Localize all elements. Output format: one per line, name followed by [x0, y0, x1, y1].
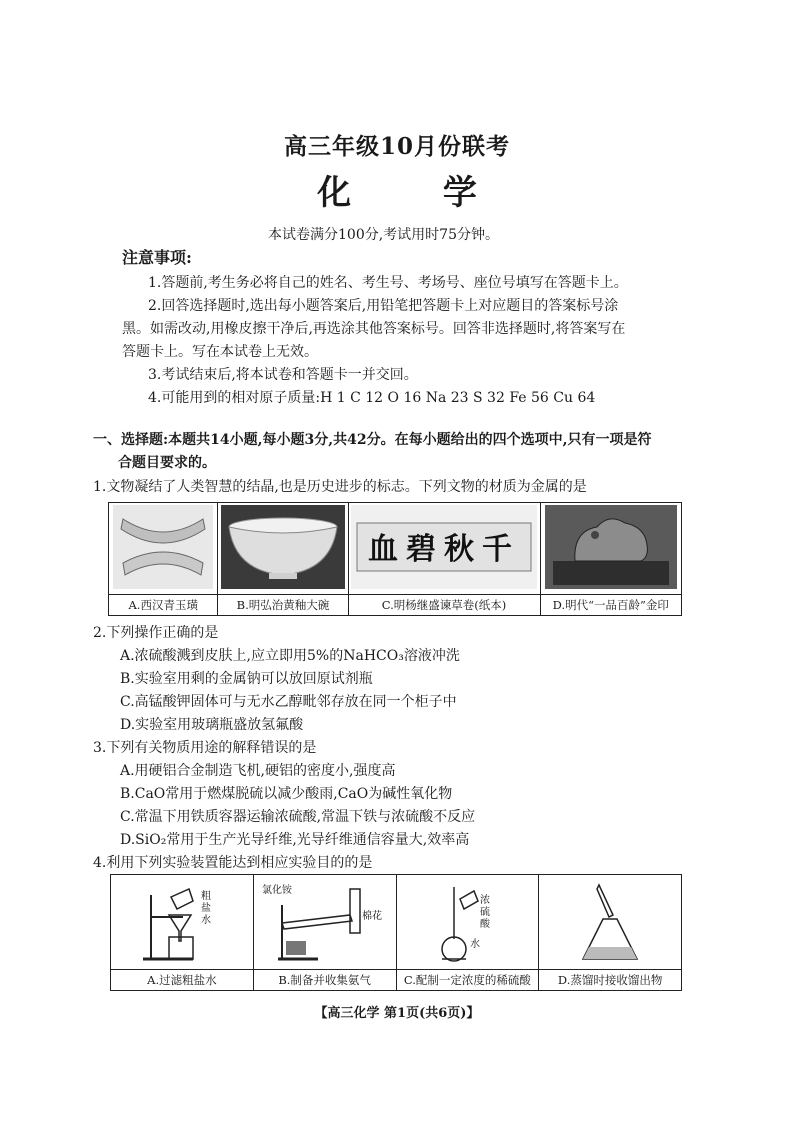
q1-figure-b: [218, 503, 348, 595]
label-cotton: 棉花: [361, 911, 382, 922]
notice-line-4: 答题卡上。写在本试卷上无效。: [122, 344, 318, 360]
notice-line-2: 2.回答选择题时,选出每小题答案后,用铅笔把答题卡上对应题目的答案标号涂: [148, 298, 619, 314]
filtration-apparatus: [113, 875, 251, 965]
q3-option-c: C.常温下用铁质容器运输浓硫酸,常温下铁与浓硫酸不反应: [120, 809, 476, 825]
q4-figure-c: [396, 875, 539, 970]
label-ammonium-chloride: 氯化铵: [261, 885, 292, 896]
q4-option-b: B.制备并收集氨气: [253, 970, 396, 991]
q4-option-d: D.蒸馏时接收馏出物: [539, 970, 682, 991]
q1-figure-c: [348, 503, 540, 595]
q1-option-c: C.明杨继盛谏草卷(纸本): [348, 595, 540, 616]
q1-option-a: A.西汉青玉璜: [109, 595, 218, 616]
q2-stem: 2.下列操作正确的是: [93, 625, 219, 641]
q4-option-c: C.配制一定浓度的稀硫酸: [396, 970, 539, 991]
q3-option-b: B.CaO常用于燃煤脱硫以减少酸雨,CaO为碱性氧化物: [120, 786, 453, 802]
jade-huang-image: [113, 505, 213, 589]
gold-seal-image: [545, 505, 677, 589]
notice-heading: 注意事项:: [122, 248, 192, 267]
distillation-receiver: [541, 875, 679, 965]
label-water: 水: [470, 939, 481, 950]
calligraphy-text: 血碧秋千: [368, 531, 521, 567]
q2-option-b: B.实验室用剩的金属钠可以放回原试剂瓶: [120, 671, 373, 687]
q2-option-c: C.高锰酸钾固体可与无水乙醇毗邻存放在同一个柜子中: [120, 694, 457, 710]
q1-figure-d: [540, 503, 681, 595]
q4-figure-table: [110, 874, 682, 991]
label-conc-acid: 浓硫酸: [480, 895, 491, 930]
q4-option-a: A.过滤粗盐水: [111, 970, 254, 991]
subject-title: 化 学: [317, 173, 517, 213]
section-heading-line1: 一、选择题:本题共14小题,每小题3分,共42分。在每小题给出的四个选项中,只有一项是符: [93, 432, 652, 448]
section-heading-line2: 合题目要求的。: [118, 455, 216, 471]
yellow-bowl-image: [221, 505, 345, 589]
exam-title: 高三年级10月份联考: [283, 133, 510, 160]
ammonia-apparatus: [256, 875, 394, 965]
q4-stem: 4.利用下列实验装置能达到相应实验目的的是: [93, 855, 373, 871]
q4-figure-a: [111, 875, 254, 970]
q1-figure-table: [108, 502, 682, 616]
notice-line-6: 4.可能用到的相对原子质量:H 1 C 12 O 16 Na 23 S 32 Fe 56 Cu 64: [148, 390, 596, 406]
q4-figure-b: [253, 875, 396, 970]
notice-line-1: 1.答题前,考生务必将自己的姓名、考生号、考场号、座位号填写在答题卡上。: [148, 275, 628, 291]
q2-option-d: D.实验室用玻璃瓶盛放氢氟酸: [120, 717, 304, 733]
calligraphy-scroll-image: [351, 505, 537, 589]
q2-option-a: A.浓硫酸溅到皮肤上,应立即用5%的NaHCO₃溶液冲洗: [120, 648, 460, 664]
notice-line-5: 3.考试结束后,将本试卷和答题卡一并交回。: [148, 367, 418, 383]
q1-option-b: B.明弘治黄釉大碗: [218, 595, 348, 616]
page-footer: 【高三化学 第1页(共6页)】: [314, 1006, 480, 1021]
label-crude-salt: 粗盐水: [200, 891, 211, 926]
exam-info: 本试卷满分100分,考试用时75分钟。: [268, 227, 499, 243]
q1-option-d: D.明代“一品百龄”金印: [540, 595, 681, 616]
dilution-apparatus: [398, 875, 536, 965]
q4-figure-d: [539, 875, 682, 970]
notice-line-3: 黑。如需改动,用橡皮擦干净后,再选涂其他答案标号。回答非选择题时,将答案写在: [122, 321, 626, 337]
q3-option-d: D.SiO₂常用于生产光导纤维,光导纤维通信容量大,效率高: [120, 832, 470, 848]
q1-figure-a: [109, 503, 218, 595]
q3-stem: 3.下列有关物质用途的解释错误的是: [93, 740, 317, 756]
q1-stem: 1.文物凝结了人类智慧的结晶,也是历史进步的标志。下列文物的材质为金属的是: [93, 479, 587, 495]
q3-option-a: A.用硬铝合金制造飞机,硬铝的密度小,强度高: [120, 763, 396, 779]
